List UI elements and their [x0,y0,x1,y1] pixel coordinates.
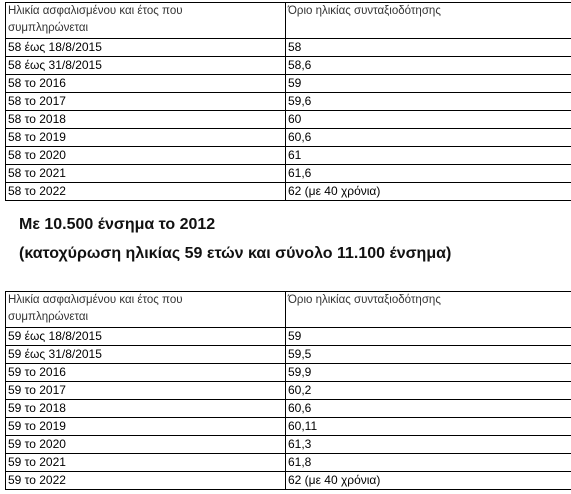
cell-retirement-age: 58,6 [286,57,571,75]
cell-age-year: 58 το 2018 [6,111,286,129]
cell-age-year: 59 το 2016 [6,364,286,382]
cell-retirement-age: 58 [286,39,571,57]
cell-retirement-age: 59,6 [286,93,571,111]
column-header-age-year: Ηλικία ασφαλισμένου και έτος που συμπληρώνεται [6,3,286,39]
cell-retirement-age: 59,9 [286,364,571,382]
table-row [6,75,571,93]
cell-retirement-age: 60,11 [286,418,571,436]
cell-retirement-age: 59,5 [286,346,571,364]
cell-age-year: 59 έως 31/8/2015 [6,346,286,364]
section-subheading: (κατοχύρωση ηλικίας 59 ετών και σύνολο 11.100 ένσημα) [19,245,452,262]
cell-retirement-age: 61,8 [286,454,571,472]
table-row [6,400,571,418]
table-row [6,93,571,111]
cell-age-year: 59 το 2022 [6,472,286,490]
cell-retirement-age: 62 (με 40 χρόνια) [286,472,571,490]
cell-retirement-age: 60 [286,111,571,129]
table-row [6,346,571,364]
cell-age-year: 59 το 2020 [6,436,286,454]
cell-retirement-age: 61 [286,147,571,165]
column-header-retirement-age: Όριο ηλικίας συνταξιοδότησης [286,292,571,328]
table-header-row [6,3,571,39]
table-row [6,418,571,436]
table-row [6,183,571,201]
table-row [6,39,571,57]
cell-retirement-age: 60,6 [286,400,571,418]
cell-age-year: 59 έως 18/8/2015 [6,328,286,346]
cell-retirement-age: 59 [286,75,571,93]
cell-retirement-age: 60,6 [286,129,571,147]
table-row [6,382,571,400]
cell-age-year: 58 το 2016 [6,75,286,93]
table-row [6,454,571,472]
table-row [6,165,571,183]
cell-retirement-age: 60,2 [286,382,571,400]
table-header-row [6,292,571,328]
table-row [6,57,571,75]
column-header-retirement-age: Όριο ηλικίας συνταξιοδότησης [286,3,571,39]
table-row [6,129,571,147]
pension-age-table-58 [5,2,571,201]
cell-age-year: 59 το 2018 [6,400,286,418]
section-heading: Με 10.500 ένσημα το 2012 [19,216,216,233]
table-row [6,364,571,382]
table-row [6,436,571,454]
pension-age-table-59 [5,291,571,490]
cell-retirement-age: 61,3 [286,436,571,454]
table-row [6,111,571,129]
cell-age-year: 58 το 2022 [6,183,286,201]
cell-age-year: 58 το 2021 [6,165,286,183]
table-row [6,472,571,490]
cell-age-year: 59 το 2019 [6,418,286,436]
cell-age-year: 58 έως 18/8/2015 [6,39,286,57]
cell-age-year: 58 το 2019 [6,129,286,147]
cell-age-year: 58 το 2020 [6,147,286,165]
cell-age-year: 59 το 2021 [6,454,286,472]
table-row [6,328,571,346]
cell-age-year: 59 το 2017 [6,382,286,400]
cell-age-year: 58 το 2017 [6,93,286,111]
cell-retirement-age: 62 (με 40 χρόνια) [286,183,571,201]
column-header-age-year: Ηλικία ασφαλισμένου και έτος που συμπληρώνεται [6,292,286,328]
cell-retirement-age: 61,6 [286,165,571,183]
table-row [6,147,571,165]
cell-age-year: 58 έως 31/8/2015 [6,57,286,75]
cell-retirement-age: 59 [286,328,571,346]
